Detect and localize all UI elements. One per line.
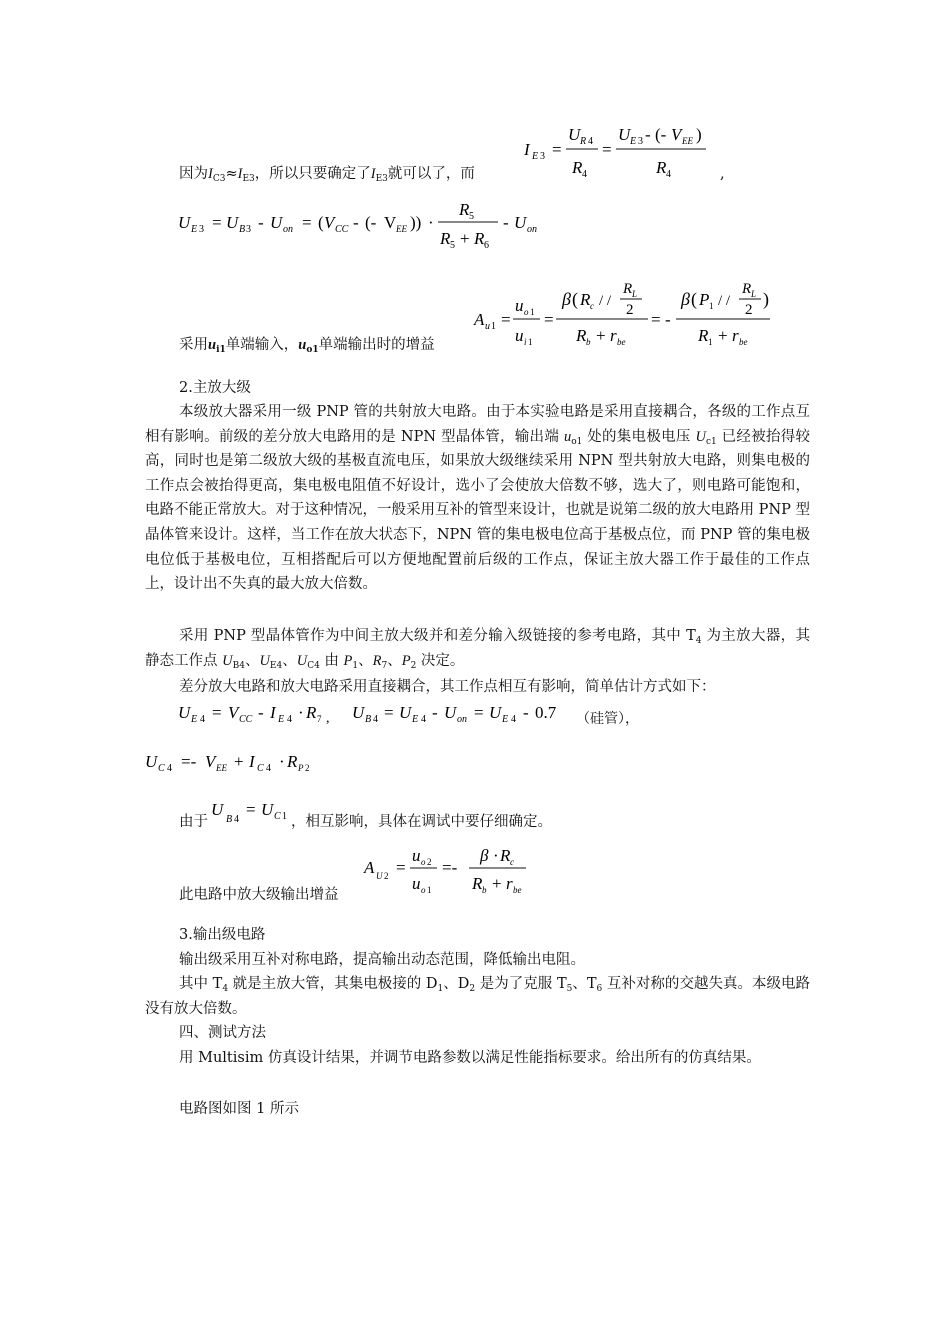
svg-text:4: 4 bbox=[582, 169, 587, 180]
svg-text:U: U bbox=[270, 213, 283, 232]
svg-text:(: ( bbox=[691, 289, 697, 309]
svg-text:4: 4 bbox=[234, 814, 239, 825]
svg-text:,: , bbox=[326, 711, 330, 726]
text-estimation: 差分放大电路和放大电路采用直接耦合，其工作点相互有影响，简单估计方式如下： bbox=[179, 679, 716, 695]
svg-text:E: E bbox=[191, 224, 198, 235]
equation-ue4-ub4 bbox=[176, 696, 596, 735]
svg-text:U: U bbox=[352, 703, 365, 722]
svg-text:1: 1 bbox=[530, 307, 535, 317]
svg-text:A: A bbox=[474, 310, 485, 329]
svg-text:R: R bbox=[474, 229, 485, 248]
comma: , bbox=[720, 166, 725, 182]
svg-text:i: i bbox=[524, 337, 527, 347]
svg-text:-: - bbox=[665, 310, 671, 329]
text-due-post: ，相互影响，具体在调试中要仔细确定。 bbox=[291, 814, 552, 830]
section-heading-2: 2.主放大级 bbox=[179, 380, 251, 396]
svg-text:L: L bbox=[632, 289, 638, 299]
svg-text:+: + bbox=[492, 874, 502, 893]
text-test-method: 用 Multisim 仿真设计结果，并调节电路参数以满足性能指标要求。给出所有的仿真结果。 bbox=[179, 1050, 761, 1066]
svg-text:u: u bbox=[412, 874, 421, 893]
svg-text:R: R bbox=[572, 158, 583, 177]
svg-text:·: · bbox=[428, 213, 434, 232]
svg-text:B: B bbox=[239, 224, 246, 235]
svg-text:=: = bbox=[212, 213, 222, 232]
svg-text:U: U bbox=[226, 213, 239, 232]
svg-text:U: U bbox=[145, 752, 158, 771]
svg-text:r: r bbox=[610, 326, 617, 345]
svg-text:-: - bbox=[432, 703, 438, 722]
svg-text:B: B bbox=[365, 714, 372, 725]
svg-text:4: 4 bbox=[666, 169, 671, 180]
svg-text:V: V bbox=[324, 213, 335, 232]
svg-text:B: B bbox=[226, 814, 233, 825]
svg-text:-: - bbox=[645, 125, 651, 144]
svg-text:c: c bbox=[590, 301, 594, 311]
svg-text:C: C bbox=[274, 811, 281, 822]
svg-text:=: = bbox=[384, 703, 394, 722]
svg-text:=-: =- bbox=[181, 752, 197, 771]
svg-text:U: U bbox=[489, 703, 502, 722]
svg-text:U: U bbox=[376, 871, 383, 881]
svg-text:=: = bbox=[544, 310, 554, 329]
svg-text:R: R bbox=[306, 703, 317, 722]
svg-text:4: 4 bbox=[588, 136, 593, 147]
svg-text:U: U bbox=[178, 703, 191, 722]
svg-text:u: u bbox=[515, 326, 524, 345]
svg-text:2: 2 bbox=[384, 871, 389, 881]
svg-text:-: - bbox=[353, 213, 359, 232]
svg-text:E: E bbox=[532, 151, 539, 162]
text-gain2: 此电路中放大级输出增益 bbox=[179, 887, 339, 903]
svg-text:o: o bbox=[421, 885, 426, 895]
text-line-because: 因为$I_{C3}\approx I_{E3}$，所以只要确定了$I_{E3}$就可以了，而 bbox=[179, 166, 475, 184]
svg-text:4: 4 bbox=[167, 763, 172, 774]
text-single-output-gain: 单端输出时的增益 bbox=[318, 337, 435, 353]
svg-text:-: - bbox=[258, 703, 264, 722]
svg-text:u: u bbox=[515, 296, 524, 315]
svg-text:U: U bbox=[618, 125, 631, 144]
svg-text:o: o bbox=[421, 857, 426, 867]
svg-text:on: on bbox=[527, 224, 537, 235]
svg-text:=: = bbox=[212, 703, 222, 722]
svg-text:b: b bbox=[586, 337, 591, 347]
svg-text:(-: (- bbox=[655, 125, 667, 144]
section-heading-4: 四、测试方法 bbox=[179, 1025, 266, 1041]
svg-text:be: be bbox=[739, 337, 748, 347]
svg-text:-: - bbox=[503, 213, 509, 232]
svg-text:=: = bbox=[246, 800, 256, 819]
svg-text:E: E bbox=[502, 714, 509, 725]
svg-text:CC: CC bbox=[239, 714, 253, 725]
svg-text:R: R bbox=[500, 846, 511, 865]
svg-text:R: R bbox=[656, 158, 667, 177]
svg-text:=: = bbox=[474, 703, 484, 722]
svg-text:1: 1 bbox=[528, 337, 533, 347]
text-single-input: 单端输入， bbox=[225, 337, 299, 353]
svg-text:(: ( bbox=[318, 213, 324, 232]
svg-text:b: b bbox=[482, 885, 487, 895]
svg-text:U: U bbox=[444, 703, 457, 722]
svg-text:0.7: 0.7 bbox=[535, 703, 557, 722]
text-output-stage: 输出级采用互补对称电路，提高输出动态范围，降低输出电阻。 bbox=[179, 952, 585, 968]
svg-text:2: 2 bbox=[305, 763, 310, 773]
svg-text:R: R bbox=[742, 281, 752, 297]
svg-text:4: 4 bbox=[287, 714, 292, 725]
svg-text:V: V bbox=[205, 752, 216, 771]
svg-text:R: R bbox=[698, 326, 709, 345]
svg-text:C: C bbox=[158, 763, 165, 774]
svg-text:5: 5 bbox=[450, 240, 455, 251]
svg-text:)): )) bbox=[410, 213, 422, 232]
svg-text:1: 1 bbox=[709, 301, 714, 311]
svg-text:2: 2 bbox=[745, 302, 753, 318]
svg-text:3: 3 bbox=[246, 224, 251, 235]
svg-text:EE: EE bbox=[396, 224, 407, 234]
svg-text:β: β bbox=[480, 846, 489, 865]
equation-ie3 bbox=[520, 122, 720, 187]
svg-text:u: u bbox=[412, 846, 421, 865]
svg-text:4: 4 bbox=[511, 714, 516, 725]
svg-text:C: C bbox=[257, 763, 264, 774]
svg-text:R: R bbox=[287, 752, 298, 771]
svg-text:I: I bbox=[249, 752, 255, 771]
section-heading-3: 3.输出级电路 bbox=[179, 927, 266, 943]
svg-text:·: · bbox=[493, 846, 499, 865]
svg-text:(-: (- bbox=[365, 213, 377, 232]
svg-text:=: = bbox=[302, 213, 312, 232]
svg-text:be: be bbox=[513, 885, 522, 895]
equation-au2 bbox=[362, 843, 542, 908]
svg-text:6: 6 bbox=[484, 240, 489, 251]
svg-text:+: + bbox=[460, 229, 470, 248]
svg-text:2: 2 bbox=[427, 857, 432, 867]
svg-text:7: 7 bbox=[317, 714, 322, 724]
text-so-only: ，所以只要确定了 bbox=[254, 166, 371, 182]
svg-text:+: + bbox=[234, 752, 244, 771]
svg-text:): ) bbox=[763, 289, 769, 309]
svg-text:1: 1 bbox=[491, 321, 496, 332]
svg-text:β: β bbox=[562, 289, 571, 309]
svg-text:V: V bbox=[228, 703, 239, 722]
svg-text:/ /: / / bbox=[599, 293, 612, 309]
svg-text:3: 3 bbox=[540, 151, 545, 162]
svg-text:I: I bbox=[270, 703, 276, 722]
svg-text:o: o bbox=[524, 307, 529, 317]
paragraph-test-method bbox=[145, 1046, 810, 1071]
svg-text:4: 4 bbox=[373, 714, 378, 725]
svg-text:P: P bbox=[699, 290, 710, 309]
svg-text:E: E bbox=[412, 714, 419, 725]
paragraph-reference-circuit: 采用 PNP 型晶体管作为中间主放大级并和差分输入级链接的参考电路，其中 $T_4$ 为主放大器，其静态工作点 $U_{B4}$、$U_{E4}$、$U_{C4}$ 由 $P_1$、$R_7$、$P_2$ 决定。 bbox=[145, 628, 811, 671]
svg-text:4: 4 bbox=[266, 763, 271, 774]
equation-uc4 bbox=[143, 745, 343, 784]
svg-text:+: + bbox=[718, 326, 728, 345]
svg-text:u: u bbox=[485, 321, 490, 332]
svg-text:c: c bbox=[510, 857, 514, 867]
svg-text:V: V bbox=[384, 213, 397, 232]
paragraph-output-stage: 其中 $T_4$ 就是主放大管，其集电极接的 $D_1$、$D_2$ 是为了克服 $T_5$、$T_6$ 互补对称的交越失真。本级电路没有放大倍数。 bbox=[145, 976, 811, 1017]
paragraph-main-amp: 本级放大器采用一级 PNP 管的共射放大电路。由于本实验电路是采用直接耦合，各级的工作点互相有影响。前级的差分放大电路用的是 NPN 型晶体管，输出端 $u_{o1}$ 处的集电极电压 $U_{c1}$ 已经被抬得较高，同时也是第二级放大级的基极直流电压，如果放大级继续采用 NPN 型共射放大电路，则集电极的工作点会被抬得更高，集电极电阻值不好设计，选小了会使放大倍数不够，选大了，则电路可能饱和，电路不能正常放大。对于这种情况，一般采用互补的管型来设计，也就是说第二级的放大电路用 PNP 型晶体管来设计。这样，当工作在放大状态下，NPN 管的集电极电位高于基极点位，而 PNP 管的集电极电位低于基极电位，互相搭配后可以方便地配置前后级的工作点，保证主放大器工作于最佳的工作点上，设计出不失真的最大放大倍数。 bbox=[145, 404, 810, 593]
text-due-pre: 由于 bbox=[179, 814, 208, 830]
svg-text:be: be bbox=[617, 337, 626, 347]
svg-text:on: on bbox=[283, 224, 293, 235]
svg-text:U: U bbox=[514, 213, 527, 232]
text-because: 因为 bbox=[179, 166, 208, 182]
svg-text:CC: CC bbox=[335, 224, 349, 235]
svg-text:R: R bbox=[459, 200, 470, 219]
svg-text:4: 4 bbox=[421, 714, 426, 725]
svg-text:U: U bbox=[261, 800, 274, 819]
svg-text:r: r bbox=[506, 874, 513, 893]
svg-text:E: E bbox=[630, 136, 637, 147]
svg-text:β: β bbox=[681, 289, 690, 309]
svg-text:U: U bbox=[568, 125, 581, 144]
svg-text:EE: EE bbox=[216, 763, 227, 773]
equation-ub4-uc1 bbox=[209, 797, 299, 832]
svg-text:A: A bbox=[364, 858, 375, 877]
svg-text:E: E bbox=[278, 714, 285, 725]
svg-text:=: = bbox=[552, 140, 562, 159]
svg-text:1: 1 bbox=[708, 337, 713, 347]
equation-ue3 bbox=[176, 198, 556, 263]
svg-text:R: R bbox=[440, 229, 451, 248]
svg-text:·: · bbox=[279, 752, 285, 771]
svg-text:1: 1 bbox=[282, 811, 287, 822]
text-silicon: （硅管）， bbox=[576, 711, 639, 727]
svg-text:=-: =- bbox=[442, 858, 458, 877]
svg-text:P: P bbox=[298, 763, 304, 773]
svg-text:·: · bbox=[298, 703, 304, 722]
svg-text:I: I bbox=[524, 140, 530, 159]
text-line-gain1: 采用$u_{i1}$单端输入，$u_{o1}$单端输出时的增益 bbox=[179, 337, 435, 355]
svg-text:4: 4 bbox=[200, 714, 205, 725]
text-figure-ref: 电路图如图 1 所示 bbox=[179, 1101, 299, 1117]
svg-text:U: U bbox=[211, 800, 224, 819]
svg-text:+: + bbox=[596, 326, 606, 345]
svg-text:=: = bbox=[396, 858, 406, 877]
svg-text:=: = bbox=[501, 310, 511, 329]
svg-text:2: 2 bbox=[626, 302, 634, 318]
equation-au1 bbox=[472, 278, 792, 359]
svg-text:1: 1 bbox=[427, 885, 432, 895]
svg-text:R: R bbox=[472, 874, 483, 893]
svg-text:V: V bbox=[671, 125, 682, 144]
svg-text:3: 3 bbox=[638, 136, 643, 147]
svg-text:3: 3 bbox=[199, 224, 204, 235]
text-is-enough: 就可以了，而 bbox=[387, 166, 475, 182]
svg-text:=: = bbox=[602, 140, 612, 159]
svg-text:5: 5 bbox=[469, 211, 474, 222]
svg-text:): ) bbox=[696, 125, 702, 144]
svg-text:r: r bbox=[732, 326, 739, 345]
svg-text:L: L bbox=[751, 289, 757, 299]
text-use: 采用 bbox=[179, 337, 208, 353]
svg-text:-: - bbox=[523, 703, 529, 722]
svg-text:/ /: / / bbox=[718, 293, 731, 309]
svg-text:=: = bbox=[651, 310, 661, 329]
svg-text:U: U bbox=[178, 213, 191, 232]
svg-text:U: U bbox=[399, 703, 412, 722]
svg-text:E: E bbox=[191, 714, 198, 725]
svg-text:R: R bbox=[580, 136, 587, 147]
svg-text:on: on bbox=[457, 714, 467, 725]
svg-text:(: ( bbox=[572, 289, 578, 309]
svg-text:EE: EE bbox=[682, 136, 693, 146]
svg-text:R: R bbox=[576, 326, 587, 345]
svg-text:-: - bbox=[258, 213, 264, 232]
svg-text:R: R bbox=[580, 290, 591, 309]
svg-text:R: R bbox=[623, 281, 633, 297]
